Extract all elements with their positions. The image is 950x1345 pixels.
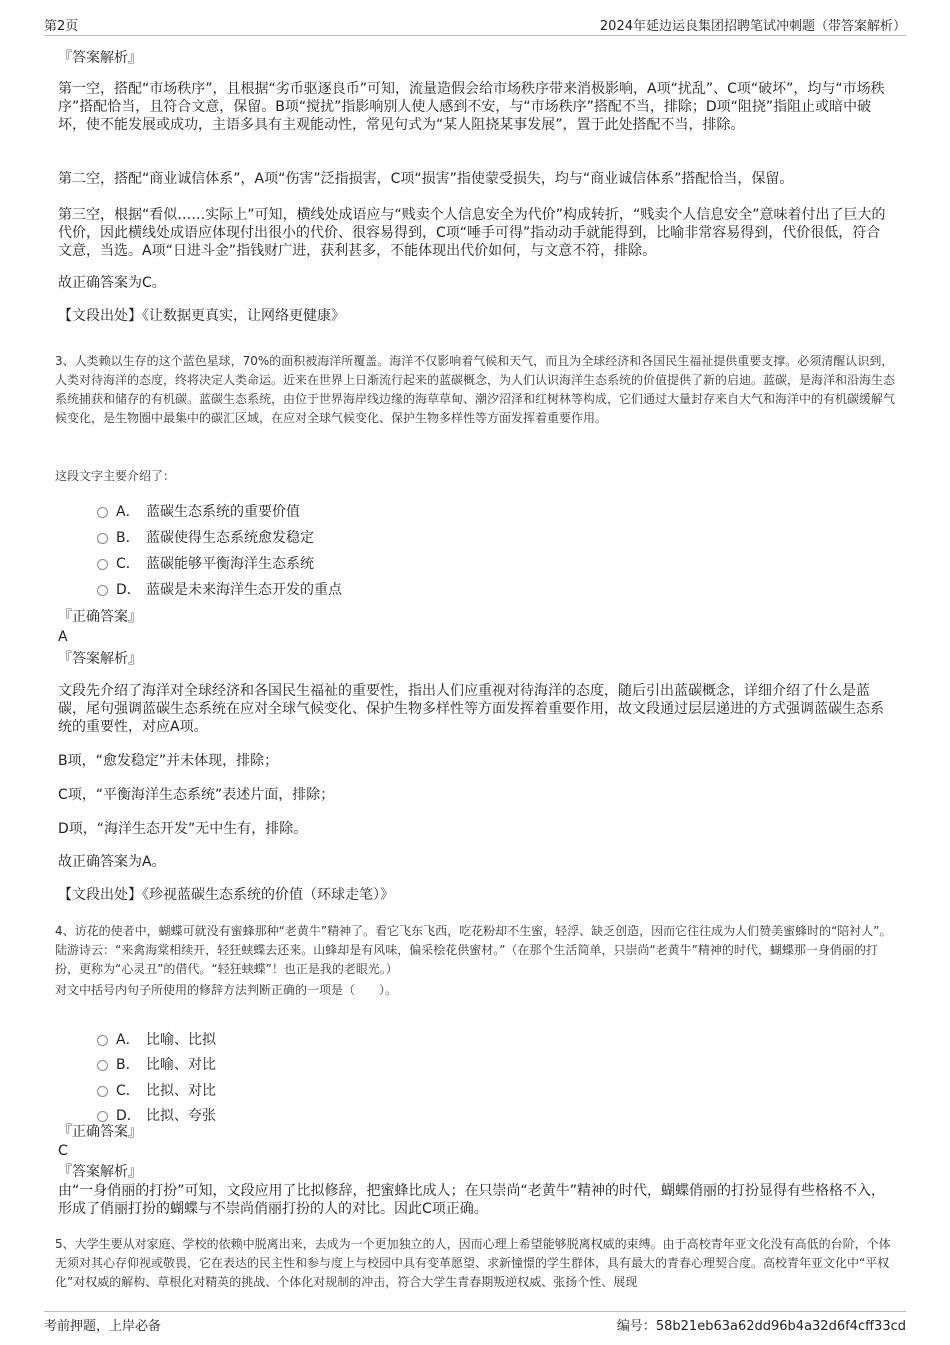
- option-text: 蓝碳是未来海洋生态开发的重点: [146, 582, 342, 598]
- radio-icon[interactable]: [97, 507, 108, 518]
- radio-icon[interactable]: [97, 1086, 108, 1097]
- option-letter: A．: [116, 504, 140, 520]
- q4-stem: 4、访花的使者中，蝴蝶可就没有蜜蜂那种“老黄牛”精神了。看它飞东飞西，吃花粉却不生蜜，轻浮、缺乏创造，因而它往往成为人们赞美蜜蜂时的“陪衬人”。陆游诗云：“来禽海棠相续开，轻狂蛱蝶去还来。山蜂却是有风味，偏采桧花供蜜材。”（在那个生活简单，只崇尚“老黄牛”精神的时代，蝴蝶那一身俏丽的打扮，更称为“心灵丑”的借代。“轻狂蛱蝶”！也正是我的老眼光。）: [55, 924, 892, 976]
- document-code: 编号：58b21eb63a62dd96b4a32d6f4cff33cd: [616, 1319, 906, 1334]
- option-letter: C．: [116, 1083, 140, 1099]
- q3-source: 【文段出处】《珍视蓝碳生态系统的价值（环球走笔）》: [58, 887, 394, 903]
- option-letter: C．: [116, 556, 140, 572]
- q4-analysis-para1: 由“一身俏丽的打扮”可知，文段应用了比拟修辞，把蜜蜂比成人；在只崇尚“老黄牛”精神的时代，蝴蝶俏丽的打扮显得有些格格不入，形成了俏丽打扮的蝴蝶与不崇尚俏丽打扮的人的对比。因此C项正确。: [58, 1183, 886, 1217]
- header-divider: [44, 35, 906, 36]
- q4-option-b[interactable]: [97, 1056, 216, 1074]
- footer-divider: [44, 1311, 906, 1312]
- option-text: 比拟、夸张: [146, 1108, 216, 1124]
- q3-conclusion: 故正确答案为A。: [58, 854, 166, 870]
- q3-analysis-para4: D项，“海洋生态开发”无中生有，排除。: [58, 821, 308, 837]
- option-text: 蓝碳生态系统的重要价值: [146, 504, 300, 520]
- q4-option-c[interactable]: [97, 1082, 216, 1100]
- radio-icon[interactable]: [97, 585, 108, 596]
- option-letter: D．: [116, 582, 141, 598]
- footer-slogan: 考前押题，上岸必备: [44, 1319, 162, 1334]
- radio-icon[interactable]: [97, 1035, 108, 1046]
- option-text: 比喻、对比: [146, 1057, 216, 1073]
- option-letter: D．: [116, 1108, 141, 1124]
- option-text: 比拟、对比: [146, 1083, 216, 1099]
- radio-icon[interactable]: [97, 1060, 108, 1071]
- q3-stem: 3、人类赖以生存的这个蓝色星球，70%的面积被海洋所覆盖。海洋不仅影响着气候和天气，而且为全球经济和各国民生福祉提供重要支撑。必须清醒认识到，人类对待海洋的态度，终将决定人类命运。近来在世界上日渐流行起来的蓝碳概念，为人们认识海洋生态系统的价值提供了新的启迪。蓝碳，是海洋和沿海生态系统捕获和储存的有机碳。蓝碳生态系统，由位于世界海岸线边缘的海草草甸、潮汐沼泽和红树林等构成，它们通过大量封存来自大气和海洋中的有机碳缓解气候变化，是生物圈中最集中的碳汇区域，在应对全球气候变化、保护生物多样性等方面发挥着重要作用。: [55, 354, 896, 425]
- option-letter: B．: [116, 530, 140, 546]
- q4-answer: C: [58, 1143, 68, 1159]
- option-letter: B．: [116, 1057, 140, 1073]
- q2-analysis-label: 『答案解析』: [58, 50, 142, 66]
- page-number: 第2页: [44, 19, 79, 34]
- q3-analysis-para3: C项，“平衡海洋生态系统”表述片面，排除；: [58, 787, 335, 803]
- q3-option-b[interactable]: [97, 529, 314, 547]
- q3-answer-label: 『正确答案』: [58, 609, 142, 625]
- option-text: 蓝碳使得生态系统愈发稳定: [146, 530, 314, 546]
- q3-answer: A: [58, 629, 68, 645]
- q2-source: 【文段出处】《让数据更真实，让网络更健康》: [58, 308, 345, 324]
- q3-option-c[interactable]: [97, 555, 314, 573]
- q3-option-a[interactable]: [97, 503, 300, 521]
- q2-analysis-para1: 第一空，搭配“市场秩序”，且根据“劣币驱逐良币”可知，流量造假会给市场秩序带来消极影响，A项“扰乱”、C项“破坏”，均与“市场秩序”搭配恰当，且符合文意，保留。B项“搅扰”指影响别人使人感到不安，与“市场秩序”搭配不当，排除；D项“阻挠”指阻止或暗中破坏，使不能发展或成功，主语多具有主观能动性，常见句式为“某人阻挠某事发展”，置于此处搭配不当，排除。: [58, 81, 885, 133]
- option-text: 比喻、比拟: [146, 1032, 216, 1048]
- q3-analysis-para2: B项，“愈发稳定”并未体现，排除；: [58, 753, 279, 769]
- q4-answer-label: 『正确答案』: [58, 1124, 142, 1140]
- q4-question: 对文中括号内句子所使用的修辞方法判断正确的一项是（ ）。: [55, 983, 398, 997]
- q5-stem: 5、大学生要从对家庭、学校的依赖中脱离出来，去成为一个更加独立的人，因而心理上希望能够脱离权威的束缚。由于高校青年亚文化没有高低的台阶，个体无须对其心存仰视或敬畏，它在表达的民主性和参与度上与校园中具有变革愿望、求新憧憬的学生群体，具有最大的青春心理契合度。高校青年亚文化中“平权化”对权威的解构、草根化对精英的挑战、个体化对规制的冲击，符合大学生青春期叛逆权威、张扬个性、展现: [55, 1237, 891, 1289]
- option-text: 蓝碳能够平衡海洋生态系统: [146, 556, 314, 572]
- q3-analysis-label: 『答案解析』: [58, 651, 142, 667]
- radio-icon[interactable]: [97, 559, 108, 570]
- radio-icon[interactable]: [97, 1111, 108, 1122]
- q3-question: 这段文字主要介绍了：: [55, 469, 176, 483]
- q3-option-d[interactable]: [97, 581, 342, 599]
- q4-analysis-label: 『答案解析』: [58, 1164, 142, 1180]
- q2-analysis-para3: 第三空，根据“看似……实际上”可知，横线处成语应与“贱卖个人信息安全为代价”构成转折，“贱卖个人信息安全”意味着付出了巨大的代价，因此横线处成语应体现付出很小的代价、很容易得到，C项“唾手可得”指动动手就能得到，比喻非常容易得到，代价很低，符合文意，当选。A项“日进斗金”指钱财广进，获利甚多，不能体现出代价如何，与文意不符，排除。: [58, 207, 886, 259]
- radio-icon[interactable]: [97, 533, 108, 544]
- q2-conclusion: 故正确答案为C。: [58, 275, 166, 291]
- document-title: 2024年延边运良集团招聘笔试冲刺题（带答案解析）: [599, 19, 906, 34]
- q4-option-a[interactable]: [97, 1031, 216, 1049]
- q3-analysis-para1: 文段先介绍了海洋对全球经济和各国民生福祉的重要性，指出人们应重视对待海洋的态度，随后引出蓝碳概念，详细介绍了什么是蓝碳，尾句强调蓝碳生态系统在应对全球气候变化、保护生物多样性等方面发挥着重要作用，故文段通过层层递进的方式强调蓝碳生态系统的重要性，对应A项。: [58, 683, 884, 735]
- q2-analysis-para2: 第二空，搭配“商业诚信体系”，A项“伤害”泛指损害，C项“损害”指使蒙受损失，均与“商业诚信体系”搭配恰当，保留。: [58, 171, 794, 187]
- option-letter: A．: [116, 1032, 140, 1048]
